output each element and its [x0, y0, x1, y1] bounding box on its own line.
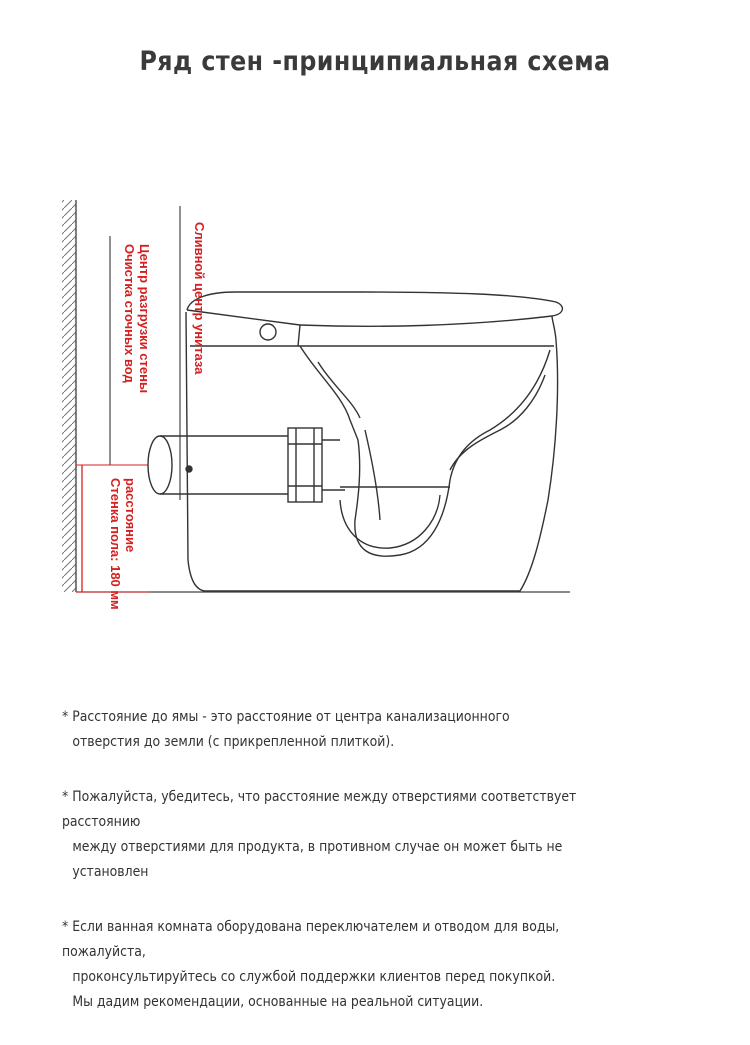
toilet-body [186, 292, 562, 591]
note-line: * Если ванная комната оборудована переключателем и отводом для воды, пожалуйста, [62, 919, 560, 960]
wall-row-diagram [0, 185, 750, 615]
note-item [62, 785, 630, 885]
note-line: между отверстиями для продукта, в противном случае он может быть не установлен [72, 839, 563, 880]
notes [62, 705, 630, 1045]
distance-label-1: расстояние [123, 478, 138, 553]
note-item [62, 915, 630, 1015]
page-title: Ряд стен -принципиальная схема [139, 46, 611, 77]
wall-center-label-1: Центр разгрузки стены [137, 244, 152, 394]
wall-center-label-2: Очистка сточных вод [122, 244, 137, 383]
distance-label-2: Стенка пола: 180 мм [108, 478, 123, 610]
note-line: отверстия до земли (с прикрепленной плиткой). [72, 734, 395, 750]
drain-center-label: Сливной центр унитаза [192, 222, 207, 375]
note-line: * Расстояние до ямы - это расстояние от центра канализационного [62, 709, 510, 725]
drain-pipe [148, 428, 345, 502]
wall [62, 200, 76, 592]
note-line: * Пожалуйста, убедитесь, что расстояние между отверстиями соответствует расстоянию [62, 789, 577, 830]
note-line: проконсультируйтесь со службой поддержки клиентов перед покупкой. [72, 969, 556, 985]
note-line: Мы дадим рекомендации, основанные на реальной ситуации. [72, 994, 484, 1010]
note-item [62, 705, 630, 755]
